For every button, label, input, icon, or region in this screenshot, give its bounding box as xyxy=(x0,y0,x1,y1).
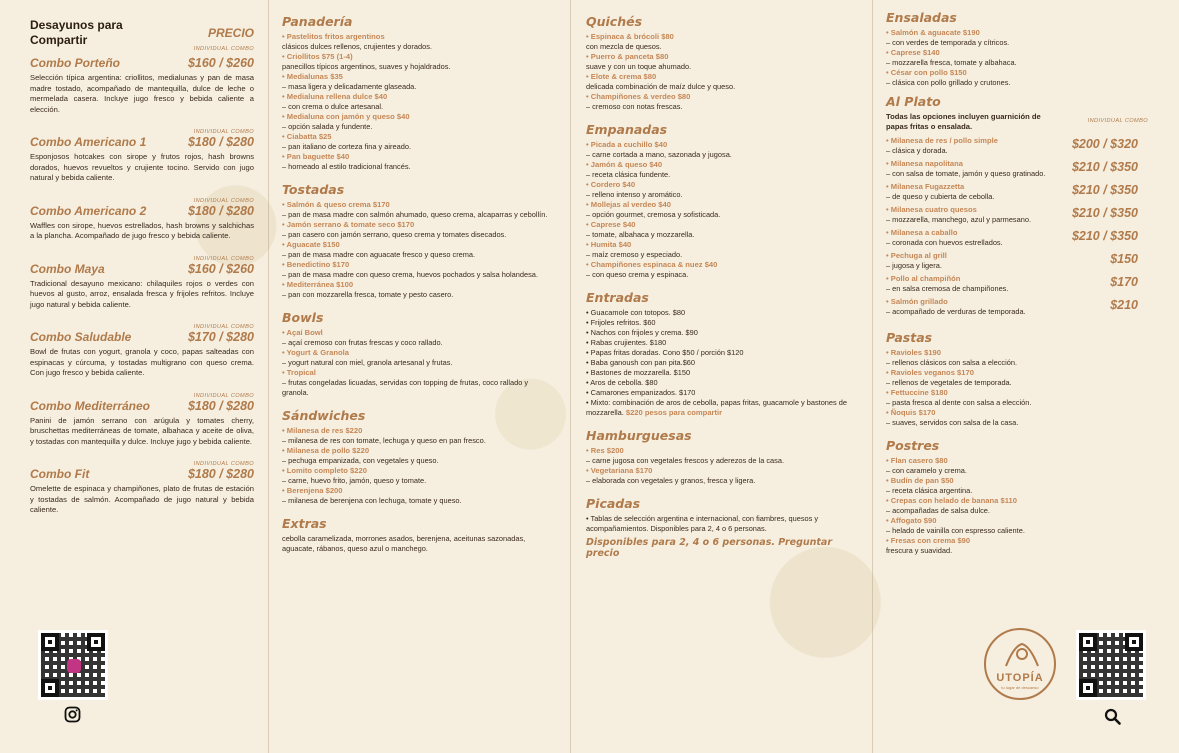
menu-item xyxy=(886,536,1156,556)
item-desc: – pechuga empanizada, con vegetales y queso. xyxy=(282,456,439,465)
plato-text xyxy=(886,297,1086,317)
empanadas-section xyxy=(586,122,856,280)
plato-text xyxy=(886,136,1086,156)
menu-item xyxy=(586,140,856,160)
price-sublabels: INDIVIDUAL COMBO xyxy=(193,197,254,204)
item-name: • Res $200 xyxy=(586,446,624,455)
item-desc: – horneado al estilo tradicional francés. xyxy=(282,162,411,171)
menu-item xyxy=(886,68,1156,88)
section-title: Extras xyxy=(282,516,327,531)
combo-name: Combo Americano 1 xyxy=(30,135,147,149)
item-desc: – receta clásica fundente. xyxy=(586,170,671,179)
sandwiches-section xyxy=(282,408,552,506)
combo-row xyxy=(30,399,254,413)
menu-item xyxy=(282,348,552,368)
alplato-sublabels: INDIVIDUAL COMBO xyxy=(1087,118,1148,124)
item-name: • Milanesa de pollo $220 xyxy=(282,446,370,455)
menu-item xyxy=(282,152,552,172)
fold-line xyxy=(570,0,571,753)
bowls-section xyxy=(282,310,552,398)
breakfast-column xyxy=(30,14,254,530)
item-name: • Puerro & panceta $80 xyxy=(586,52,669,61)
combo-row xyxy=(30,467,254,481)
menu-item xyxy=(586,220,856,240)
alplato-section xyxy=(886,94,1156,320)
column-4 xyxy=(886,10,1156,566)
plato-price: $210 / $350 xyxy=(1071,229,1138,243)
item-desc: – con queso crema y espinaca. xyxy=(586,270,689,279)
item-desc: panecillos típicos argentinos, suaves y hojaldrados. xyxy=(282,62,451,71)
combo-price: $180 / $280 xyxy=(187,203,254,218)
item-name: • Picada a cuchillo $40 xyxy=(586,140,668,149)
item-desc: – frutas congeladas licuadas, servidas con topping de frutas, coco rallado y granola. xyxy=(282,378,529,397)
entrada-item: • Nachos con frijoles y crema. $90 xyxy=(586,328,698,337)
item-desc: – acompañado de verduras de temporada. xyxy=(886,307,1026,316)
plato-item xyxy=(886,136,1156,159)
item-name: • Criollitos $75 (1-4) xyxy=(282,52,353,61)
item-desc: – mozzarella fresca, tomate y albahaca. xyxy=(886,58,1017,67)
entrada-item: • Baba ganoush con pan pita.$60 xyxy=(586,358,696,367)
combo-item xyxy=(30,56,254,115)
combo-item xyxy=(30,129,254,184)
section-title: Entradas xyxy=(586,290,649,305)
entrada-item: • Papas fritas doradas. Cono $50 / porción $120 xyxy=(586,348,744,357)
combo-item xyxy=(30,198,254,242)
menu-item xyxy=(282,280,552,300)
item-name: • Vegetariana $170 xyxy=(586,466,653,475)
section-title: Picadas xyxy=(586,496,641,511)
hamburguesas-section xyxy=(586,428,856,486)
item-name: • Caprese $40 xyxy=(586,220,636,229)
menu-item xyxy=(886,476,1156,496)
menu-item xyxy=(282,32,552,52)
item-desc: – carne, huevo frito, jamón, queso y tomate. xyxy=(282,476,427,485)
menu-item xyxy=(282,72,552,92)
combo-row xyxy=(30,330,254,344)
combo-price: $170 / $280 xyxy=(187,330,254,344)
entrada-item: • Aros de cebolla. $80 xyxy=(586,378,658,387)
section-title: Sándwiches xyxy=(282,408,366,423)
item-desc: – maíz cremoso y especiado. xyxy=(586,250,683,259)
item-desc: – con crema o dulce artesanal. xyxy=(282,102,384,111)
item-desc: – pasta fresca al dente con salsa a elección. xyxy=(886,398,1032,407)
section-title: Panadería xyxy=(282,14,353,29)
item-desc: clásicos dulces rellenos, crujientes y dorados. xyxy=(282,42,432,51)
picadas-note: Disponibles para 2, 4 o 6 personas. Preguntar precio xyxy=(586,537,833,559)
plato-price: $200 / $320 xyxy=(1071,137,1138,151)
item-desc: – opción gourmet, cremosa y sofisticada. xyxy=(586,210,721,219)
menu-item xyxy=(586,446,856,466)
combo-price: $160 / $260 xyxy=(187,261,254,276)
item-name: • Ravioles veganos $170 xyxy=(886,368,974,377)
plato-item xyxy=(886,274,1156,297)
item-desc: – elaborada con vegetales y granos, fresca y ligera. xyxy=(586,476,756,485)
item-desc: – con verdes de temporada y cítricos. xyxy=(886,38,1010,47)
item-desc: – en salsa cremosa de champiñones. xyxy=(886,284,1009,293)
combo-desc: Panini de jamón serrano con arúgula y tomates cherry, bruschettas mediterráneas de tomate, albahaca y aceite de oliva, y tostadas con mantequilla y dulce. Incluye jugo y bebida caliente. xyxy=(30,415,254,446)
item-desc: – milanesa de berenjena con lechuga, tomate y queso. xyxy=(282,496,462,505)
item-desc: – carne cortada a mano, sazonada y jugosa. xyxy=(586,150,732,159)
menu-item xyxy=(886,388,1156,408)
item-desc: – pan italiano de corteza fina y aireado. xyxy=(282,142,412,151)
menu-item xyxy=(586,180,856,200)
search-icon[interactable] xyxy=(1104,708,1121,728)
plato-item xyxy=(886,228,1156,251)
postres-section xyxy=(886,438,1156,556)
item-name: • Milanesa Fugazzetta xyxy=(886,182,965,191)
plato-item xyxy=(886,205,1156,228)
item-name: • Salmón & aguacate $190 xyxy=(886,28,980,37)
combo-price: $180 / $280 xyxy=(187,398,254,413)
plato-text xyxy=(886,182,1086,202)
item-desc: – carne jugosa con vegetales frescos y aderezos de la casa. xyxy=(586,456,785,465)
menu-item xyxy=(586,260,856,280)
combo-name: Combo Maya xyxy=(30,261,105,276)
item-name: • Salmón grillado xyxy=(886,297,948,306)
item-desc: – coronada con huevos estrellados. xyxy=(886,238,1003,247)
item-name: • Budín de pan $50 xyxy=(886,476,954,485)
picadas-desc: • Tablas de selección argentina e internacional, con fiambres, quesos y acompañamientos. Disponibles para 2, 4 o 6 personas. xyxy=(586,514,819,533)
item-name: • Benedictino $170 xyxy=(282,260,350,269)
item-name: • Ñoquis $170 xyxy=(886,408,936,417)
item-name: • Crepas con helado de banana $110 xyxy=(886,496,1017,505)
combo-row xyxy=(30,135,254,149)
logo-name: UTOPÍA xyxy=(996,672,1044,684)
item-name: • Fresas con crema $90 xyxy=(886,536,971,545)
item-desc: – suaves, servidos con salsa de la casa. xyxy=(886,418,1019,427)
instagram-logo-icon xyxy=(67,659,81,673)
item-desc: – acompañadas de salsa dulce. xyxy=(886,506,990,515)
item-desc: – clásica y dorada. xyxy=(886,146,948,155)
menu-qr-code[interactable] xyxy=(1076,630,1146,700)
item-desc: – pan de masa madre con aguacate fresco y queso crema. xyxy=(282,250,476,259)
combo-row xyxy=(30,262,254,276)
combo-desc: Bowl de frutas con yogurt, granola y coco, papas salteadas con espinacas y cúrcuma, y tostadas multigrano con queso crema. Con jugo fresco y bebida caliente. xyxy=(30,347,254,377)
item-name: • Milanesa napolitana xyxy=(886,159,963,168)
menu-item xyxy=(282,112,552,132)
item-name: • Salmón & queso crema $170 xyxy=(282,200,390,209)
price-sublabels: INDIVIDUAL COMBO xyxy=(193,324,254,330)
item-desc: – pan casero con jamón serrano, queso crema y tomates disecados. xyxy=(282,230,507,239)
price-sublabels: INDIVIDUAL COMBO xyxy=(193,129,254,135)
combo-name: Combo Fit xyxy=(30,467,90,481)
menu-item xyxy=(282,466,552,486)
plato-price: $210 / $350 xyxy=(1071,160,1138,174)
plato-item xyxy=(886,297,1156,320)
menu-item xyxy=(282,240,552,260)
menu-item xyxy=(282,52,552,72)
menu-item xyxy=(586,72,856,92)
item-name: • Milanesa a caballo xyxy=(886,228,958,237)
item-name: • Humita $40 xyxy=(586,240,632,249)
combo-item xyxy=(30,256,254,311)
fold-line xyxy=(268,0,269,753)
section-title: Bowls xyxy=(282,310,324,325)
utopia-logo xyxy=(984,628,1056,700)
ensaladas-section xyxy=(886,10,1156,88)
entrada-item: • Bastones de mozzarella. $150 xyxy=(586,368,691,377)
menu-item xyxy=(282,426,552,446)
item-name: • Espinaca & brócoli $80 xyxy=(586,32,674,41)
menu-item xyxy=(282,328,552,348)
item-name: • Tropical xyxy=(282,368,316,377)
menu-item xyxy=(282,220,552,240)
menu-item xyxy=(886,516,1156,536)
extras-section xyxy=(282,516,552,554)
price-sublabels: INDIVIDUAL COMBO xyxy=(193,255,254,262)
item-name: • Champiñones espinaca & nuez $40 xyxy=(586,260,718,269)
item-name: • Ciabatta $25 xyxy=(282,132,332,141)
menu-item xyxy=(282,446,552,466)
section-title: Pastas xyxy=(886,330,933,345)
item-name: • Champiñones & verdeo $80 xyxy=(586,92,691,101)
item-name: • César con pollo $150 xyxy=(886,68,967,77)
section-title: Empanadas xyxy=(586,122,668,137)
item-name: • Fettuccine $180 xyxy=(886,388,948,397)
section-title: Tostadas xyxy=(282,182,345,197)
menu-item xyxy=(586,240,856,260)
menu-item xyxy=(886,348,1156,368)
item-desc: – cremoso con notas frescas. xyxy=(586,102,683,111)
item-name: • Affogato $90 xyxy=(886,516,937,525)
item-desc: delicada combinación de maíz dulce y queso. xyxy=(586,82,736,91)
item-desc: con mezcla de quesos. xyxy=(586,42,662,51)
combo-desc: Waffles con sirope, huevos estrellados, hash browns y salchichas a la plancha. Acompañado de jugo fresco y bebida caliente. xyxy=(30,220,254,240)
plato-text xyxy=(886,228,1086,248)
menu-item xyxy=(886,28,1156,48)
item-desc: – pan de masa madre con queso crema, huevos pochados y salsa holandesa. xyxy=(282,270,538,279)
entradas-section xyxy=(586,290,856,418)
plato-price: $210 / $350 xyxy=(1071,206,1138,220)
item-desc: – con salsa de tomate, jamón y queso gratinado. xyxy=(886,169,1046,178)
item-desc: – rellenos clásicos con salsa a elección. xyxy=(886,358,1018,367)
entradas-mixto xyxy=(586,398,856,418)
combo-name: Combo Porteño xyxy=(30,56,120,70)
item-name: • Pastelitos fritos argentinos xyxy=(282,32,385,41)
menu-item xyxy=(586,32,856,52)
menu-item xyxy=(886,48,1156,68)
item-name: • Aguacate $150 xyxy=(282,240,340,249)
item-name: • Elote & crema $80 xyxy=(586,72,657,81)
item-desc: frescura y suavidad. xyxy=(886,546,953,555)
mixto-text: • Mixto: combinación de aros de cebolla, papas fritas, guacamole y bastones de mozzarella. xyxy=(586,398,847,417)
item-desc: – açaí cremoso con frutas frescas y coco rallado. xyxy=(282,338,443,347)
plato-item xyxy=(886,159,1156,182)
item-name: • Pollo al champiñón xyxy=(886,274,961,283)
section-title: Hamburguesas xyxy=(586,428,692,443)
plato-text xyxy=(886,205,1086,225)
instagram-qr-code[interactable] xyxy=(38,630,108,700)
item-desc: – opción salada y fundente. xyxy=(282,122,373,131)
item-desc: – pan con mozzarella fresca, tomate y pesto casero. xyxy=(282,290,454,299)
combo-item xyxy=(30,461,254,516)
item-name: • Medialunas $35 xyxy=(282,72,343,81)
item-name: • Jamón & queso $40 xyxy=(586,160,663,169)
menu-item xyxy=(586,200,856,220)
item-desc: – clásica con pollo grillado y crutones. xyxy=(886,78,1011,87)
combo-price: $180 / $280 xyxy=(187,135,254,149)
entrada-item: • Guacamole con totopos. $80 xyxy=(586,308,686,317)
item-desc: – con caramelo y crema. xyxy=(886,466,967,475)
menu-item xyxy=(886,368,1156,388)
menu-item xyxy=(282,260,552,280)
item-desc: – receta clásica argentina. xyxy=(886,486,973,495)
instagram-icon[interactable] xyxy=(64,706,81,726)
combo-row xyxy=(30,204,254,218)
item-name: • Milanesa de res $220 xyxy=(282,426,363,435)
plato-price: $210 / $350 xyxy=(1071,183,1138,197)
item-desc: – tomate, albahaca y mozzarella. xyxy=(586,230,695,239)
menu-item xyxy=(586,92,856,112)
combo-desc: Esponjosos hotcakes con sirope y frutos rojos, hash browns dorados, huevos revueltos y crujiente tocino. Servido con jugo natural y bebida caliente. xyxy=(30,152,254,182)
item-name: • Cordero $40 xyxy=(586,180,636,189)
extras-desc: cebolla caramelizada, morrones asados, berenjena, aceitunas sazonadas, aguacate, rábanos, queso azul o manchego. xyxy=(282,534,526,553)
plato-price: $150 xyxy=(1110,252,1138,266)
combo-desc: Omelette de espinaca y champiñones, plato de frutas de estación y tostadas de salmón. Acompañado de jugo natural y bebida caliente. xyxy=(30,484,254,514)
quiches-section xyxy=(586,14,856,112)
panaderia-section xyxy=(282,14,552,172)
item-name: • Medialuna con jamón y queso $40 xyxy=(282,112,410,121)
item-desc: – de queso y cubierta de cebolla. xyxy=(886,192,995,201)
menu-item xyxy=(586,466,856,486)
item-name: • Pan baguette $40 xyxy=(282,152,350,161)
combo-list xyxy=(30,56,254,516)
item-name: • Açaí Bowl xyxy=(282,328,323,337)
combo-name: Combo Saludable xyxy=(30,330,132,344)
column-3 xyxy=(586,14,856,569)
item-name: • Ravioles $190 xyxy=(886,348,942,357)
combo-row xyxy=(30,56,254,70)
item-desc: – milanesa de res con tomate, lechuga y queso en pan fresco. xyxy=(282,436,486,445)
fold-line xyxy=(872,0,873,753)
item-name: • Flan casero $80 xyxy=(886,456,948,465)
item-desc: – helado de vainilla con espresso caliente. xyxy=(886,526,1025,535)
entrada-item: • Camarones empanizados. $170 xyxy=(586,388,696,397)
menu-item xyxy=(282,132,552,152)
plato-text xyxy=(886,159,1086,179)
combo-name: Combo Mediterráneo xyxy=(30,398,151,413)
combo-price: $180 / $280 xyxy=(187,467,254,481)
item-desc: – relleno intenso y aromático. xyxy=(586,190,683,199)
section-title: Al Plato xyxy=(886,94,941,109)
section-title: Postres xyxy=(886,438,940,453)
menu-item xyxy=(886,496,1156,516)
item-desc: – pan de masa madre con salmón ahumado, queso crema, alcaparras y cebollín. xyxy=(282,210,548,219)
plato-price: $210 xyxy=(1110,298,1138,312)
combo-item xyxy=(30,324,254,379)
item-name: • Lomito completo $220 xyxy=(282,466,367,475)
menu-item xyxy=(282,92,552,112)
item-name: • Caprese $140 xyxy=(886,48,940,57)
menu-item xyxy=(886,456,1156,476)
section-title: Quichés xyxy=(586,14,643,29)
menu-item xyxy=(586,160,856,180)
item-name: • Pechuga al grill xyxy=(886,251,947,260)
item-name: • Mediterránea $100 xyxy=(282,280,354,289)
combo-price: $160 / $260 xyxy=(187,56,254,70)
picadas-section xyxy=(586,496,856,559)
item-desc: – mozzarella, manchego, azul y parmesano. xyxy=(886,215,1032,224)
item-desc: suave y con un toque ahumado. xyxy=(586,62,692,71)
logo-tagline: tu lugar de descanso xyxy=(1001,685,1039,690)
price-sublabels: INDIVIDUAL COMBO xyxy=(193,392,254,399)
entrada-item: • Frijoles refritos. $60 xyxy=(586,318,656,327)
mixto-price: $220 pesos para compartir xyxy=(625,408,723,417)
item-name: • Berenjena $200 xyxy=(282,486,343,495)
entrada-item: • Rabas crujientes. $180 xyxy=(586,338,667,347)
plato-item xyxy=(886,182,1156,205)
item-name: • Yogurt & Granola xyxy=(282,348,349,357)
plato-text xyxy=(886,251,1086,271)
price-sublabels: INDIVIDUAL COMBO xyxy=(193,461,254,467)
item-name: • Mollejas al verdeo $40 xyxy=(586,200,671,209)
price-sublabels: INDIVIDUAL COMBO xyxy=(193,46,254,52)
menu-item xyxy=(282,486,552,506)
item-desc: – yogurt natural con miel, granola artesanal y frutas. xyxy=(282,358,453,367)
item-desc: – jugosa y ligera. xyxy=(886,261,942,270)
breakfast-title: Desayunos para Compartir xyxy=(30,18,123,47)
menu-item xyxy=(282,368,552,398)
plato-price: $170 xyxy=(1110,275,1138,289)
alplato-note: Todas las opciones incluyen guarnición de papas fritas o ensalada. xyxy=(886,112,1041,131)
column-2 xyxy=(282,14,552,564)
menu-item xyxy=(282,200,552,220)
combo-desc: Selección típica argentina: criollitos, medialunas y pan de masa madre tostado, acompañado de mantequilla, dulce de leche o mermelada casera. Incluye jugo fresco y bebida caliente a elección. xyxy=(30,73,254,114)
tostadas-section xyxy=(282,182,552,300)
pastas-section xyxy=(886,330,1156,428)
item-name: • Milanesa de res / pollo simple xyxy=(886,136,998,145)
breakfast-header xyxy=(30,14,254,56)
menu-item xyxy=(586,52,856,72)
price-header: PRECIO xyxy=(207,26,254,40)
plato-item xyxy=(886,251,1156,274)
combo-name: Combo Americano 2 xyxy=(30,203,147,218)
item-desc: – rellenos de vegetales de temporada. xyxy=(886,378,1012,387)
item-name: • Milanesa cuatro quesos xyxy=(886,205,977,214)
combo-desc: Tradicional desayuno mexicano: chilaquiles rojos o verdes con huevos al gusto, arroz, ensalada fresca y frijoles refritos. Incluye jugo natural y bebida caliente. xyxy=(30,278,254,309)
menu-item xyxy=(886,408,1156,428)
item-name: • Jamón serrano & tomate seco $170 xyxy=(282,220,415,229)
plato-text xyxy=(886,274,1086,294)
item-name: • Medialuna rellena dulce $40 xyxy=(282,92,388,101)
combo-item xyxy=(30,393,254,448)
section-title: Ensaladas xyxy=(886,10,957,25)
item-desc: – masa ligera y delicadamente glaseada. xyxy=(282,82,417,91)
